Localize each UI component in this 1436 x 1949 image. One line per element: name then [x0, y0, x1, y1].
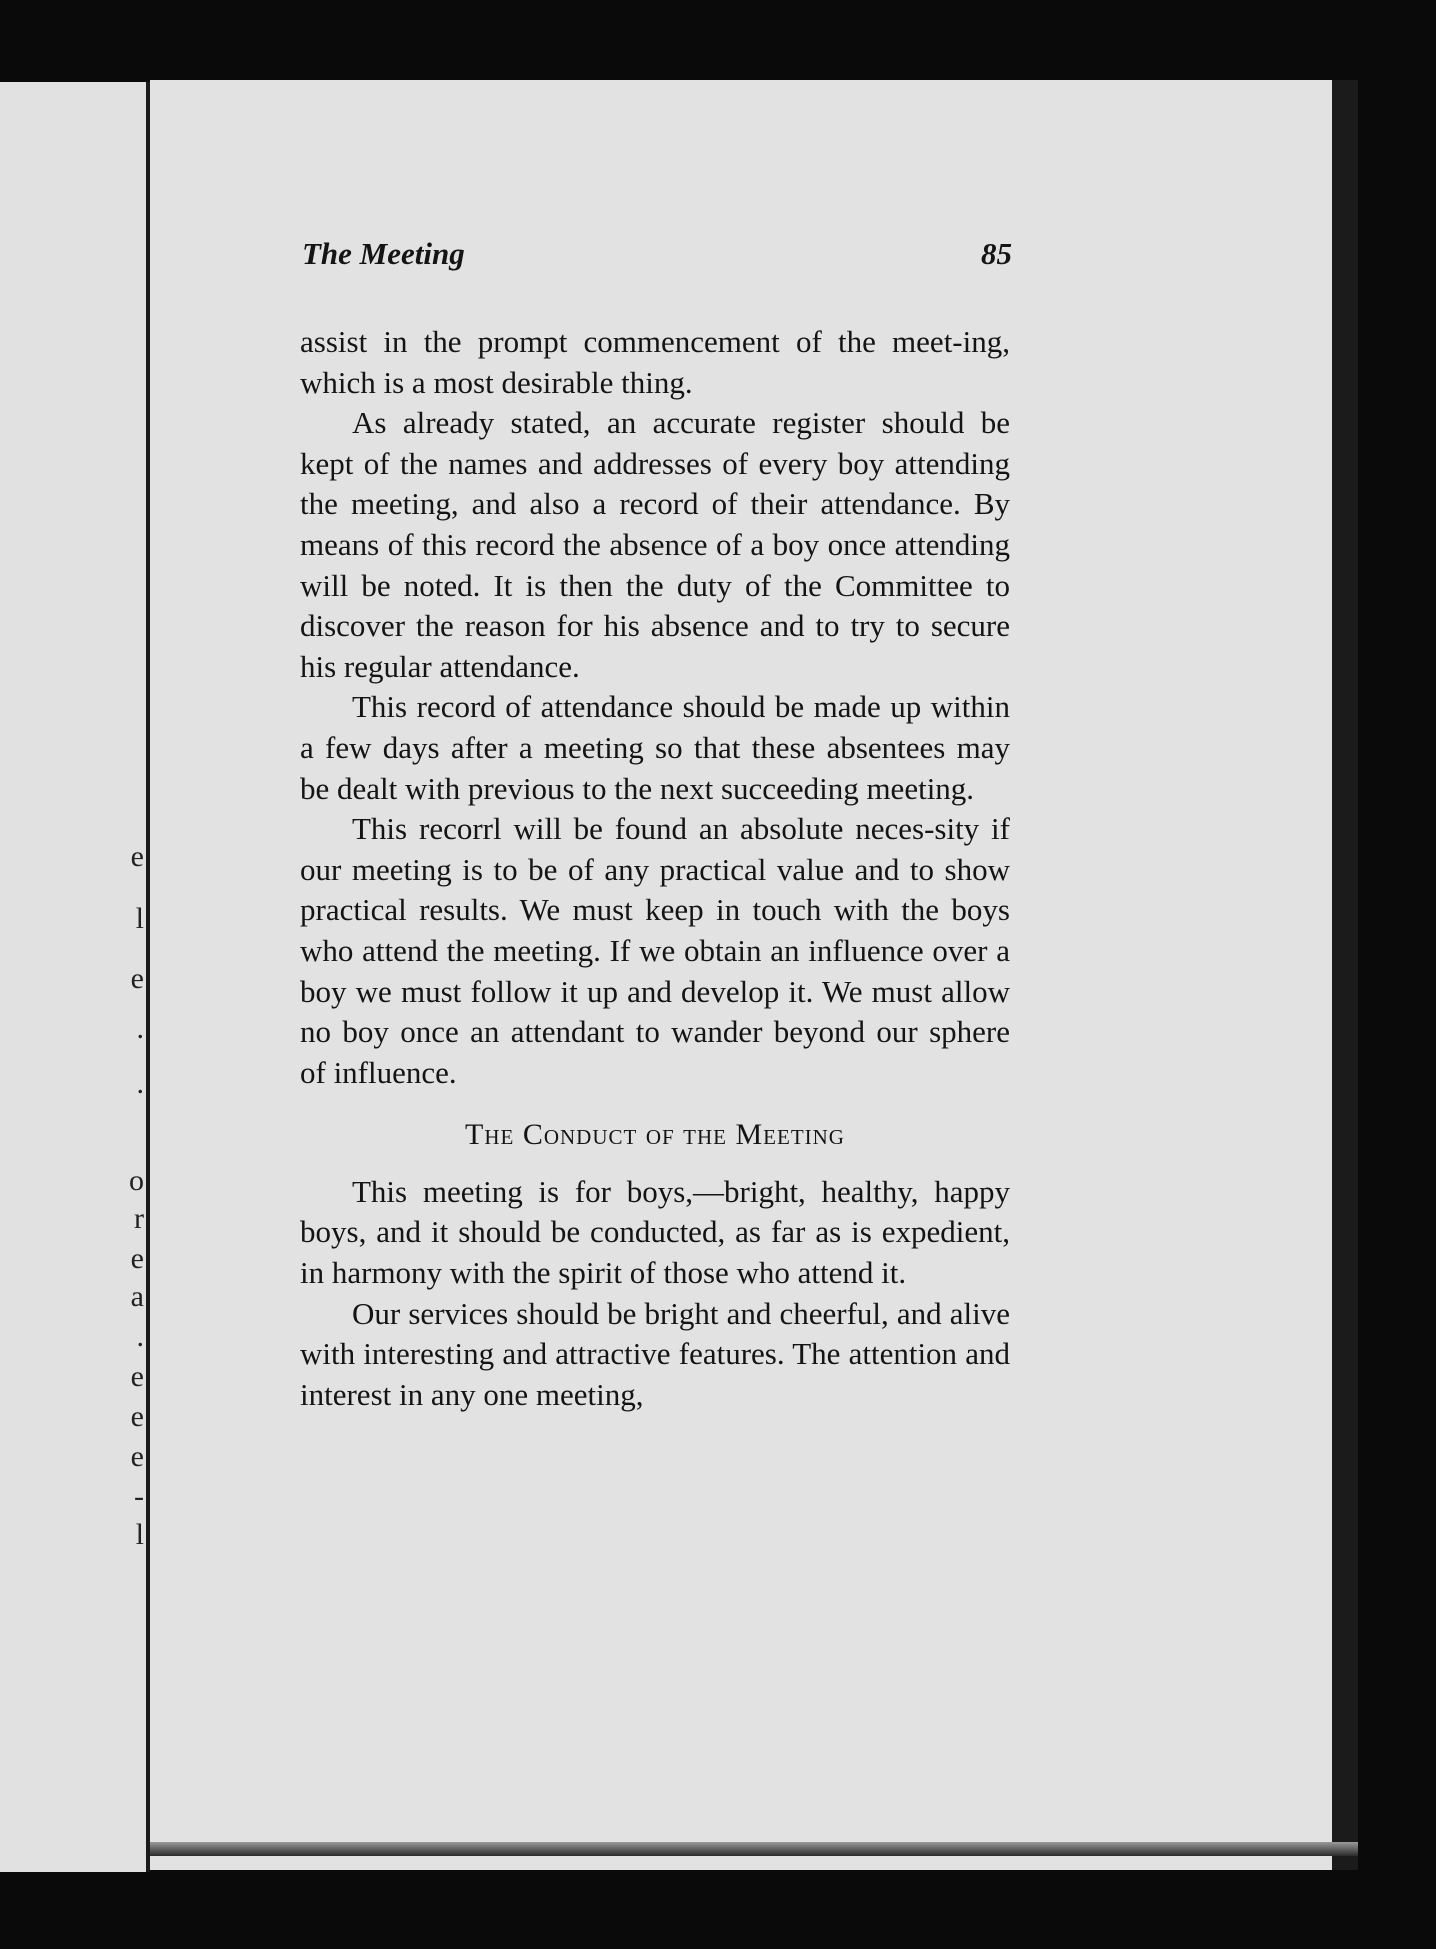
left-fragment: e: [130, 1360, 144, 1393]
paragraph: As already stated, an accurate register should be kept of the names and addresses of every boy attending the meeting, and also a record of their attendance. By means of this record the absence of a boy once attending will be noted. It is then the duty of the Committee to discover the reason for his absence and to try to secure his regular attendance.: [300, 405, 1010, 684]
paragraph: assist in the prompt commencement of the meet-ing, which is a most desirable thing.: [300, 324, 1010, 400]
left-fragment: o: [129, 1164, 144, 1197]
left-fragment: .: [136, 1320, 144, 1353]
left-page-text-fragments: [126, 82, 146, 1872]
paragraph: This meeting is for boys,—bright, healthy, happy boys, and it should be conducted, as far as is expedient, in harmony with the spirit of those who attend it.: [300, 1173, 1010, 1291]
left-fragment: e: [130, 1400, 144, 1433]
left-fragment: l: [135, 902, 144, 935]
left-fragment: e: [130, 1440, 144, 1473]
left-fragment: e: [130, 962, 144, 995]
left-fragment: e: [130, 840, 144, 873]
running-head-title: The Meeting: [302, 236, 465, 271]
paragraph: Our services should be bright and cheerful, and alive with interesting and attractive features. The attention and interest in any one meeting,: [300, 1295, 1010, 1412]
left-fragment: .: [136, 1067, 144, 1100]
left-fragment: e: [130, 1242, 144, 1275]
page-body: [300, 322, 1010, 1415]
left-fragment: l: [135, 1518, 144, 1551]
paragraph: This recorrl will be found an absolute neces-sity if our meeting is to be of any practical value and to show practical results. We must keep in touch with the boys who attend the meeting. If we obtain an influence over a boy we must follow it up and develop it. We must allow no boy once an attendant to wander beyond our sphere of influence.: [300, 811, 1010, 1090]
left-fragment: a: [130, 1280, 144, 1313]
page-number: 85: [981, 236, 1012, 271]
section-heading: The Conduct of the Meeting: [465, 1118, 845, 1152]
left-fragment: -: [134, 1480, 144, 1513]
page-bottom-edge: [150, 1842, 1358, 1856]
paragraph: This record of attendance should be made up within a few days after a meeting so that these absentees may be dealt with previous to the next succeeding meeting.: [300, 689, 1010, 806]
left-facing-page: [0, 82, 150, 1872]
left-fragment: r: [134, 1202, 144, 1235]
left-fragment: .: [136, 1012, 144, 1045]
running-head: [302, 236, 1012, 276]
